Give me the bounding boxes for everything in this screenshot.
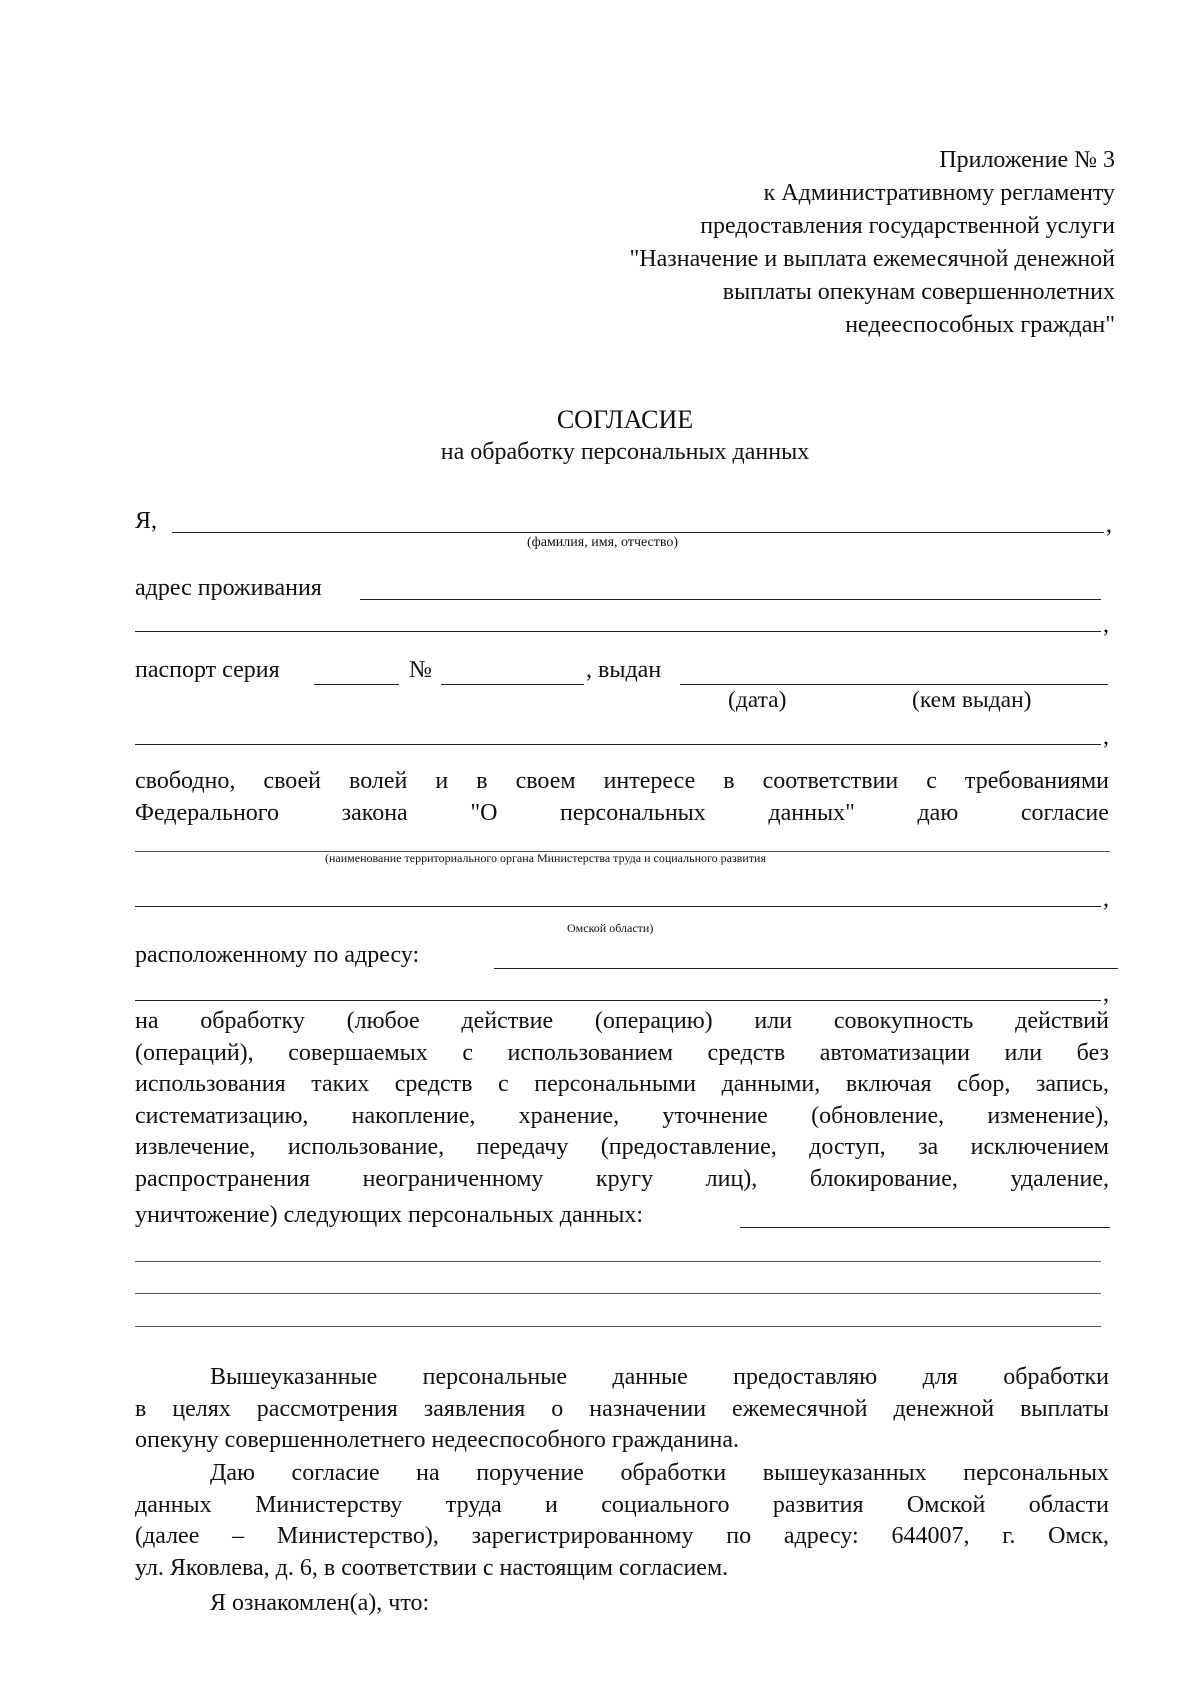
header-line: "Назначение и выплата ежемесячной денежной — [629, 246, 1115, 272]
passport-series-field[interactable] — [314, 684, 399, 685]
passport-issued-label: , выдан — [586, 657, 662, 683]
passport-number-field[interactable] — [441, 684, 584, 685]
header-line: к Административному регламенту — [763, 180, 1115, 206]
purpose-line: в целях рассмотрения заявления о назначении ежемесячной денежной выплаты — [135, 1395, 1109, 1422]
issuer-caption: (кем выдан) — [912, 687, 1032, 713]
passport-series-label: паспорт серия — [135, 657, 280, 683]
consent-word: закона — [341, 799, 408, 826]
header-line: выплаты опекунам совершеннолетних — [722, 279, 1115, 305]
consent-line: свободно, своей волей и в своем интересе в соответствии с требованиями — [135, 768, 1109, 794]
passport-comma: , — [1103, 724, 1109, 750]
passport-field-2[interactable] — [135, 744, 1101, 745]
processing-line: распространения неограниченному кругу лиц), блокирование, удаление, — [135, 1165, 1109, 1192]
fio-comma: , — [1106, 512, 1112, 538]
consent-word: согласие — [1020, 799, 1109, 826]
processing-line: (операций), совершаемых с использованием средств автоматизации или без — [135, 1039, 1109, 1066]
located-field-2[interactable] — [135, 1000, 1101, 1001]
delegation-line: ул. Яковлева, д. 6, в соответствии с настоящим согласием. — [135, 1554, 729, 1581]
organ-caption: (наименование территориального органа Министерства труда и социального развития — [325, 851, 766, 865]
consent-word: даю — [917, 799, 959, 826]
consent-word: данных" — [768, 799, 855, 826]
passport-number-label: № — [409, 657, 432, 683]
fio-field[interactable] — [172, 532, 1104, 533]
processing-line: систематизацию, накопление, хранение, уточнение (обновление, изменение), — [135, 1102, 1109, 1129]
organ-comma: , — [1103, 886, 1109, 912]
personal-data-field-3[interactable] — [135, 1293, 1101, 1294]
address-label: адрес проживания — [135, 575, 322, 601]
purpose-paragraph — [135, 1362, 1109, 1457]
consent-word: персональных — [560, 799, 706, 826]
header-line: недееспособных граждан" — [845, 312, 1115, 338]
address-field[interactable] — [360, 599, 1101, 600]
address-field-2[interactable] — [135, 631, 1101, 632]
consent-paragraph — [135, 766, 1109, 829]
organ-caption-2: Омской области) — [567, 921, 654, 935]
delegation-paragraph — [135, 1458, 1109, 1584]
fio-caption: (фамилия, имя, отчество) — [527, 535, 679, 550]
processing-paragraph — [135, 1006, 1109, 1195]
delegation-line: данных Министерству труда и социального развития Омской области — [135, 1491, 1109, 1518]
document-subtitle: на обработку персональных данных — [440, 439, 810, 465]
appendix-header — [629, 144, 1115, 342]
consent-word: Федерального — [135, 799, 280, 826]
processing-last-line: уничтожение) следующих персональных данных: — [135, 1202, 644, 1228]
address-comma: , — [1103, 612, 1109, 638]
delegation-line: Даю согласие на поручение обработки вышеуказанных персональных — [210, 1460, 1109, 1486]
personal-data-field[interactable] — [740, 1227, 1110, 1228]
processing-line: использования таких средств с персональными данными, включая сбор, запись, — [135, 1071, 1109, 1097]
located-field[interactable] — [494, 968, 1118, 969]
header-line: предоставления государственной услуги — [700, 213, 1115, 239]
document-title: СОГЛАСИЕ — [556, 405, 694, 434]
date-caption: (дата) — [728, 687, 787, 713]
organ-field-2[interactable] — [135, 906, 1101, 907]
consent-line-2 — [135, 798, 1109, 830]
passport-issued-field[interactable] — [680, 684, 1108, 685]
acknowledge-line: Я ознакомлен(а), что: — [210, 1590, 430, 1616]
purpose-line: Вышеуказанные персональные данные предоставляю для обработки — [210, 1364, 1109, 1390]
personal-data-field-4[interactable] — [135, 1326, 1101, 1327]
processing-line: извлечение, использование, передачу (предоставление, доступ, за исключением — [135, 1134, 1109, 1160]
consent-word: "О — [470, 799, 498, 826]
header-line: Приложение № 3 — [939, 147, 1115, 173]
processing-line: на обработку (любое действие (операцию) или совокупность действий — [135, 1008, 1109, 1034]
purpose-line: опекуну совершеннолетнего недееспособного гражданина. — [135, 1427, 739, 1453]
i-label: Я, — [135, 508, 158, 534]
located-comma: , — [1103, 981, 1109, 1007]
located-label: расположенному по адресу: — [135, 942, 420, 968]
delegation-line: (далее – Министерство), зарегистрированному по адресу: 644007, г. Омск, — [135, 1523, 1109, 1549]
personal-data-field-2[interactable] — [135, 1261, 1101, 1262]
